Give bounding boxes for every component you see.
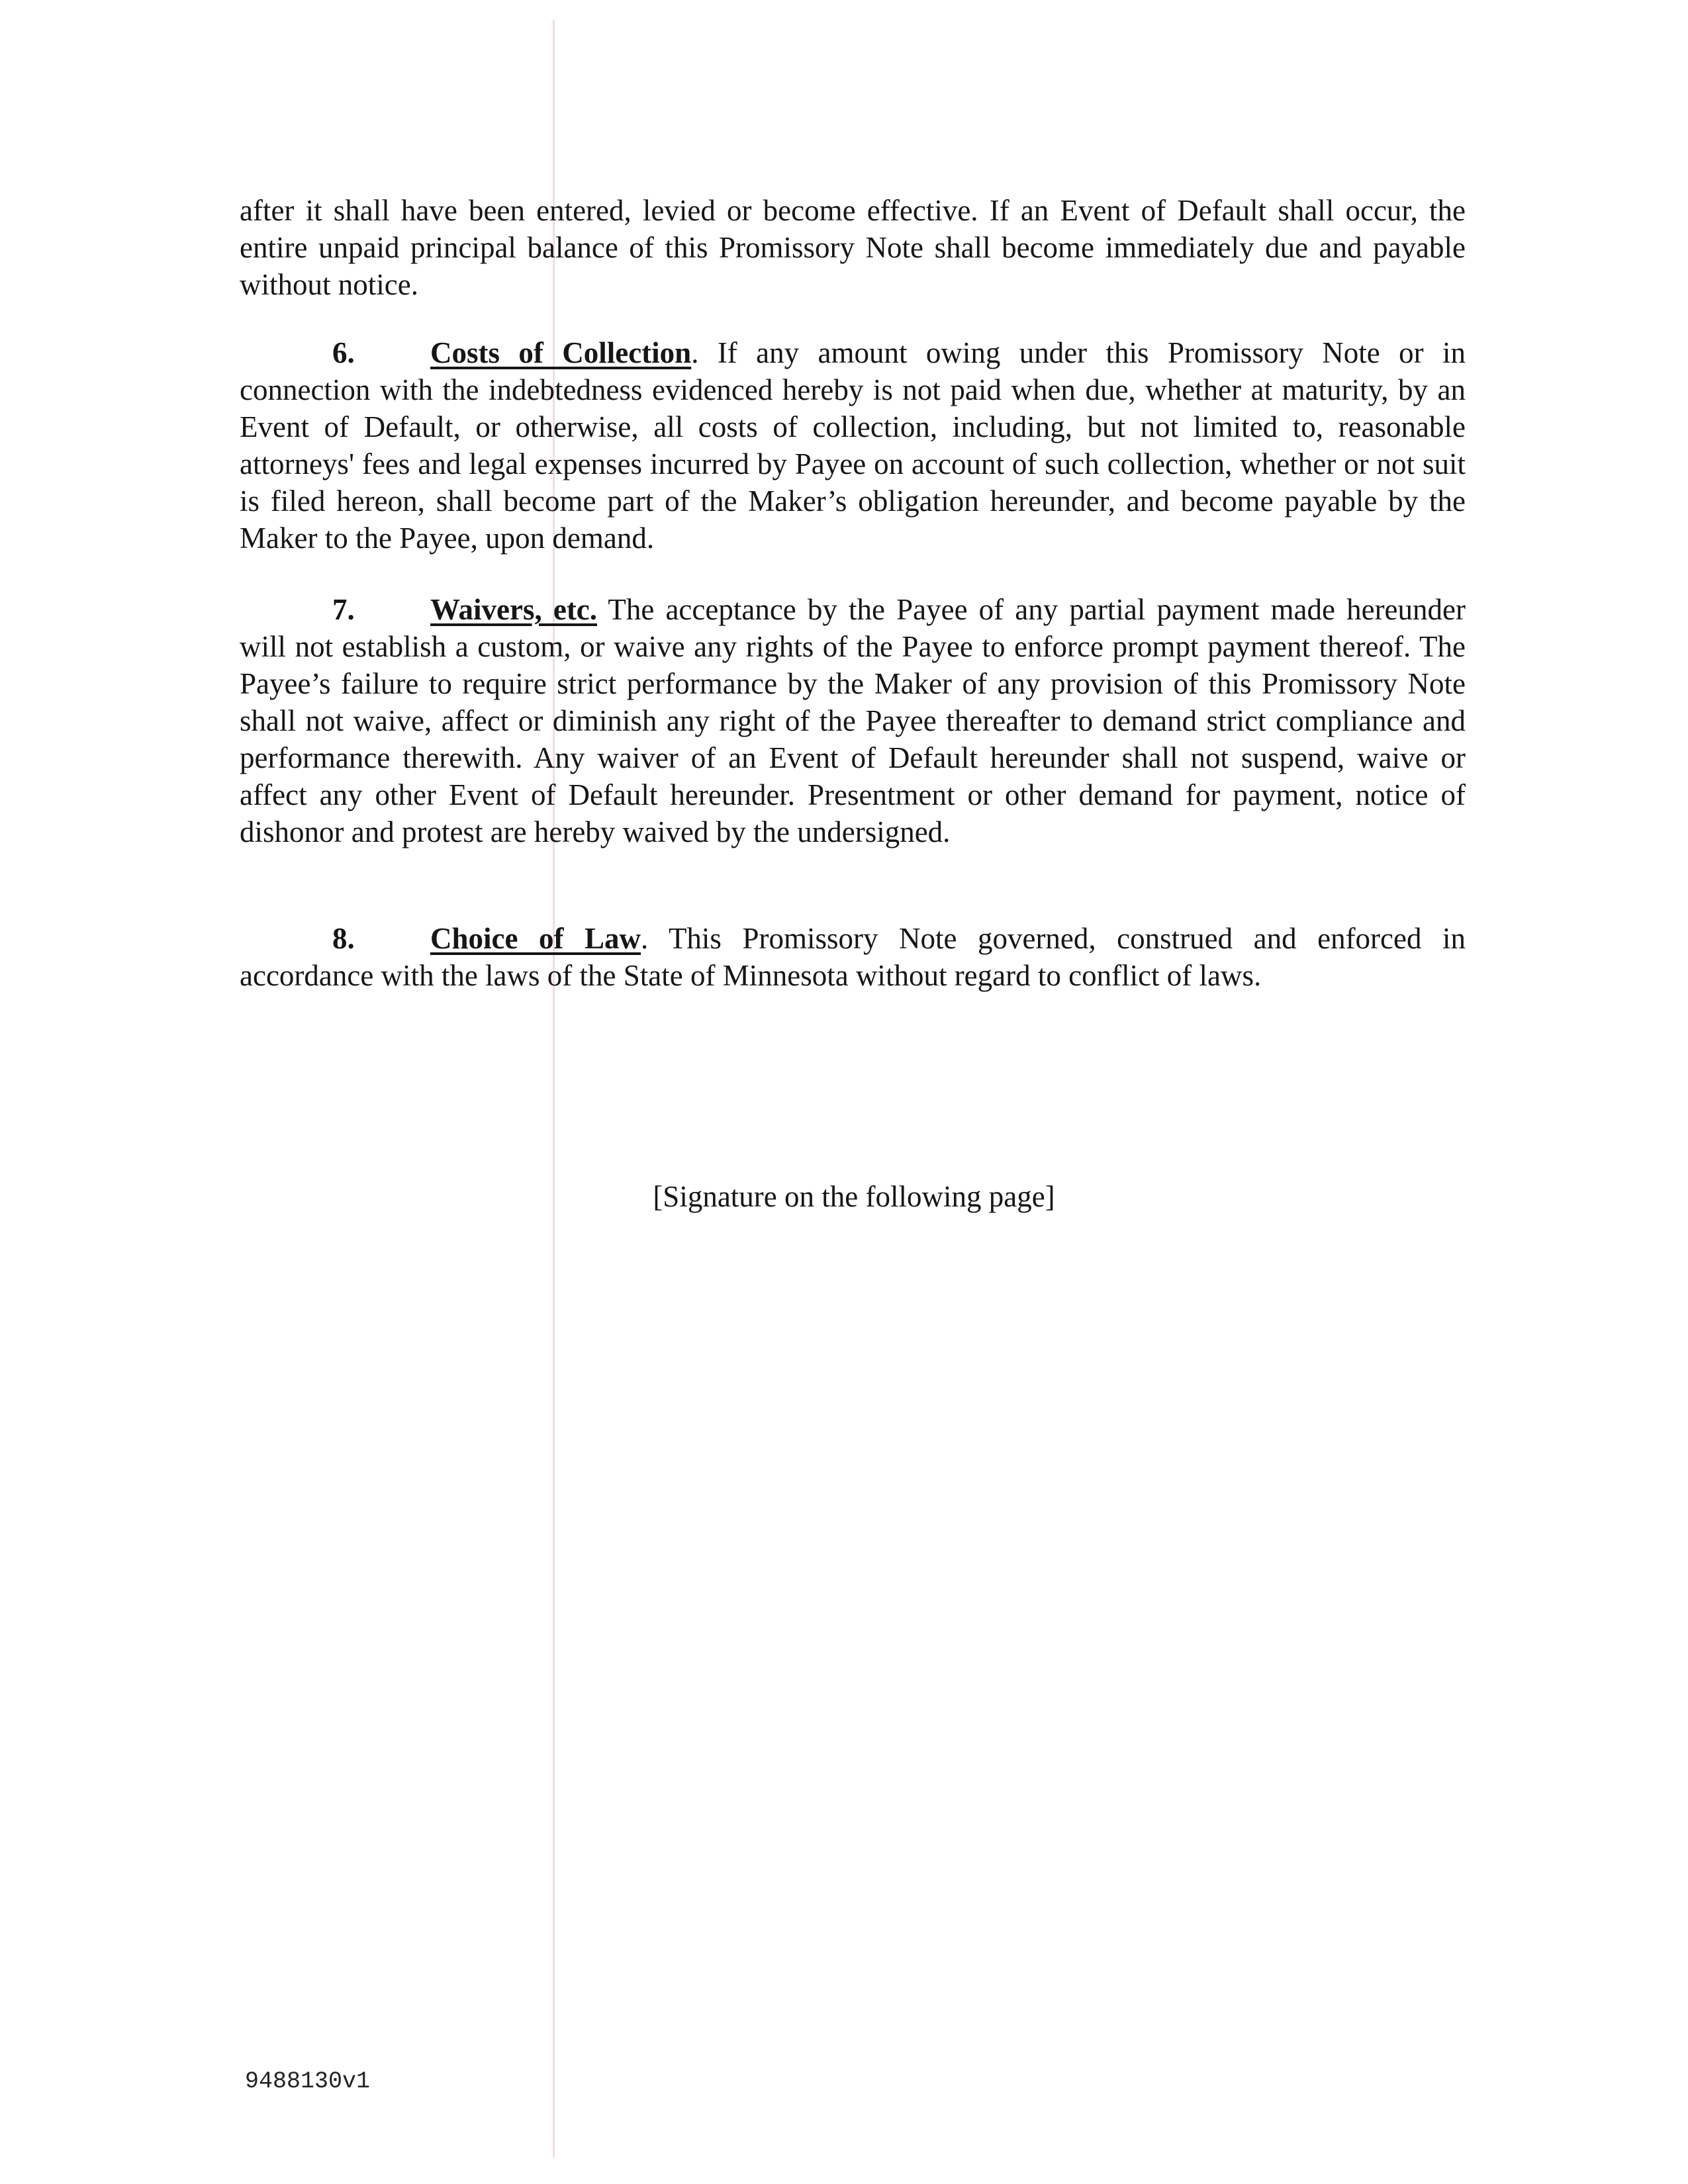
document-id: 9488130v1 <box>245 2068 371 2095</box>
signature-note: [Signature on the following page] <box>653 1180 1055 1213</box>
section-title: Waivers, etc. <box>430 593 598 626</box>
continued-paragraph-text: after it shall have been entered, levied or become effective. If an Event of Default shall occur, the entire unpaid principal balance of this Promissory Note shall become immediately due and payable without notice. <box>240 194 1466 301</box>
section-8-choice-of-law <box>240 920 1466 994</box>
continued-paragraph <box>240 192 1466 303</box>
section-body: . This Promissory Note governed, construed and enforced in accordance with the laws of the State of Minnesota without regard to conflict of laws. <box>240 922 1466 992</box>
section-7-waivers <box>240 591 1466 850</box>
section-title: Choice of Law <box>430 922 641 955</box>
section-body: . If any amount owing under this Promissory Note or in connection with the indebtedness evidenced hereby is not paid when due, whether at maturity, by an Event of Default, or otherwise, all costs of collection, including, but not limited to, reasonable attorneys' fees and legal expenses incurred by Payee on account of such collection, whether or not suit is filed hereon, shall become part of the Maker’s obligation hereunder, and become payable by the Maker to the Payee, upon demand. <box>240 336 1466 555</box>
section-title: Costs of Collection <box>430 336 692 369</box>
section-body: The acceptance by the Payee of any partial payment made hereunder will not establish a custom, or waive any rights of the Payee to enforce prompt payment thereof. The Payee’s failure to require strict performance by the Maker of any provision of this Promissory Note shall not waive, affect or diminish any right of the Payee thereafter to demand strict compliance and performance therewith. Any waiver of an Event of Default hereunder shall not suspend, waive or affect any other Event of Default hereunder. Presentment or other demand for payment, notice of dishonor and protest are hereby waived by the undersigned. <box>240 593 1466 848</box>
section-6-costs-of-collection <box>240 334 1466 557</box>
section-number: 6. <box>332 336 355 369</box>
section-number: 7. <box>332 593 355 626</box>
section-number: 8. <box>332 922 355 955</box>
